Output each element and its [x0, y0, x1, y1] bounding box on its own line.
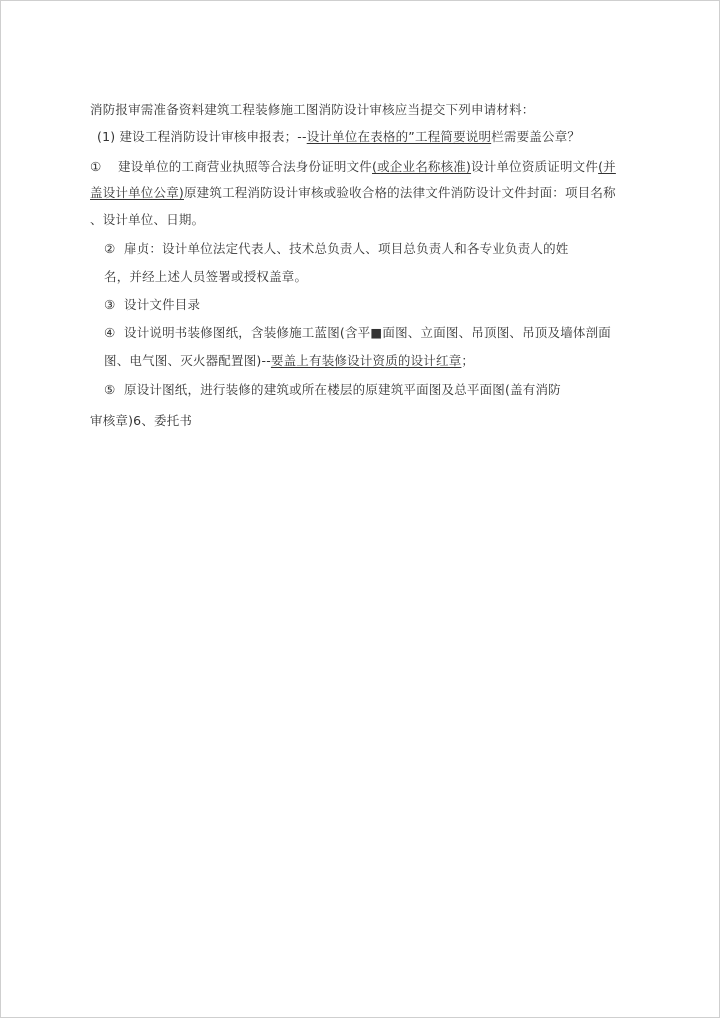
item-1-suffix: 栏需要盖公章？	[491, 129, 581, 144]
item-1-underlined: 设计单位在表格的”工程简要说明	[306, 129, 492, 144]
item-1-prefix: (1) 建设工程消防设计审核申报表；--	[97, 129, 307, 144]
item-a-text-2: 设计单位资质证明文件	[471, 159, 599, 174]
item-c-text: 设计文件目录	[124, 297, 201, 312]
item-d-line-2	[104, 353, 474, 369]
item-d-suffix: ；	[461, 353, 475, 368]
item-a-text-1: 建设单位的工商营业执照等合法身份证明文件	[118, 159, 373, 174]
item-b-line-2: 名，并经上述人员签署或授权盖章。	[104, 269, 308, 284]
item-b-marker: ②	[104, 241, 116, 256]
item-a-line-3: 、设计单位、日期。	[90, 212, 205, 227]
item-1	[97, 129, 580, 145]
item-d-underlined: 要盖上有装修设计资质的设计红章	[270, 353, 462, 368]
item-e-line-1	[104, 382, 561, 398]
item-a-underlined-3: 盖设计单位公章)	[90, 185, 184, 200]
item-a-marker: ①	[90, 159, 102, 174]
item-e-line-2: 审核章)6、委托书	[90, 413, 193, 428]
item-a-underlined-2: (并	[598, 159, 616, 174]
item-d-line-1	[104, 325, 611, 341]
item-e-marker: ⑤	[104, 382, 116, 397]
item-b-line-1	[104, 241, 569, 257]
item-e-text-1: 原设计图纸，进行装修的建筑或所在楼层的原建筑平面图及总平面图(盖有消防	[124, 382, 561, 397]
item-d-text-1: 设计说明书装修图纸，含装修施工蓝图(含平■面图、立面图、吊顶图、吊顶及墙体剖面	[124, 325, 611, 340]
document-title: 消防报审需准备资料建筑工程装修施工图消防设计审核应当提交下列申请材料：	[90, 102, 535, 117]
item-a-line-1	[90, 159, 616, 175]
item-c-marker: ③	[104, 297, 116, 312]
item-a-underlined-1: (或企业名称核准)	[372, 159, 472, 174]
item-d-text-2: 图、电气图、灭火器配置图)--	[104, 353, 271, 368]
item-a-line-2	[90, 185, 616, 201]
item-a-text-3: 原建筑工程消防设计审核或验收合格的法律文件消防设计文件封面：项目名称	[183, 185, 616, 200]
item-d-marker: ④	[104, 325, 116, 340]
item-b-text-1: 扉贞：设计单位法定代表人、技术总负责人、项目总负责人和各专业负责人的姓	[124, 241, 569, 256]
item-c	[104, 297, 200, 313]
